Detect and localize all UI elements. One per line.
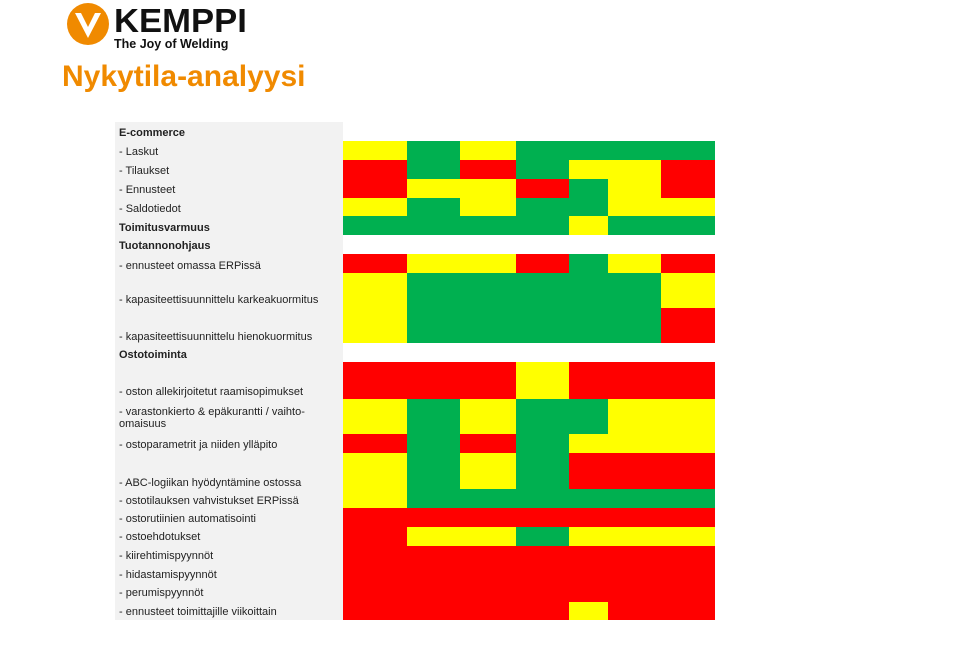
status-cell <box>661 179 715 198</box>
status-cell <box>516 434 569 453</box>
status-cell <box>343 508 407 527</box>
row-label: - Laskut <box>119 146 159 158</box>
status-cell <box>407 453 460 489</box>
status-cell <box>661 216 715 235</box>
status-cell <box>343 399 407 434</box>
status-cell <box>661 508 715 527</box>
status-cell <box>343 362 407 399</box>
status-cell <box>343 527 407 546</box>
status-cell <box>407 508 460 527</box>
status-cell <box>661 453 715 489</box>
kemppi-logo <box>66 2 256 54</box>
status-cell <box>407 198 460 216</box>
status-cell <box>460 399 516 434</box>
status-cell <box>569 434 608 453</box>
row-label: - kapasiteettisuunnittelu hienokuormitus <box>119 331 313 343</box>
page-title: Nykytila-analyysi <box>62 60 306 93</box>
status-cell <box>407 434 460 453</box>
status-cell <box>407 160 460 179</box>
row-label: - hidastamispyynnöt <box>119 569 217 581</box>
status-cell <box>661 362 715 399</box>
status-cell <box>608 399 661 434</box>
row-label: - ostoehdotukset <box>119 531 201 543</box>
status-cell <box>343 160 407 179</box>
status-cell <box>608 362 661 399</box>
row-label: - varastonkierto & epäkurantti / vaihto-omaisuus <box>119 406 305 430</box>
brand-name: KEMPPI <box>114 2 247 39</box>
kemppi-emblem-icon <box>66 2 110 46</box>
status-cell <box>608 273 661 308</box>
status-cell <box>516 489 569 508</box>
status-cell <box>343 141 407 160</box>
status-cell <box>516 546 569 564</box>
status-cell <box>460 160 516 179</box>
status-cell <box>407 141 460 160</box>
status-cell <box>343 273 407 308</box>
status-cell <box>569 254 608 273</box>
status-cell <box>407 546 460 564</box>
status-cell <box>608 583 661 602</box>
status-cell <box>516 602 569 620</box>
status-cell <box>460 489 516 508</box>
status-cell <box>569 179 608 198</box>
status-cell <box>516 508 569 527</box>
status-cell <box>460 273 516 308</box>
status-cell <box>516 273 569 308</box>
status-cell <box>661 602 715 620</box>
status-cell <box>407 602 460 620</box>
status-cell <box>407 399 460 434</box>
status-cell <box>608 254 661 273</box>
row-label: - Ennusteet <box>119 184 176 196</box>
status-cell <box>407 527 460 546</box>
status-cell <box>569 216 608 235</box>
status-cell <box>407 216 460 235</box>
status-cell <box>661 489 715 508</box>
status-cell <box>516 179 569 198</box>
status-cell <box>460 198 516 216</box>
status-cell <box>343 254 407 273</box>
status-cell <box>343 434 407 453</box>
status-cell <box>460 527 516 546</box>
status-cell <box>407 308 460 343</box>
status-cell <box>569 399 608 434</box>
status-cell <box>661 399 715 434</box>
status-cell <box>608 434 661 453</box>
status-cell <box>661 160 715 179</box>
status-cell <box>516 198 569 216</box>
status-cell <box>460 546 516 564</box>
status-cell <box>661 198 715 216</box>
status-cell <box>569 308 608 343</box>
status-cell <box>460 583 516 602</box>
status-cell <box>569 273 608 308</box>
status-cell <box>343 179 407 198</box>
status-cell <box>608 308 661 343</box>
status-cell <box>569 362 608 399</box>
status-cell <box>343 602 407 620</box>
status-cell <box>460 434 516 453</box>
status-cell <box>407 179 460 198</box>
status-cell <box>343 546 407 564</box>
status-cell <box>407 273 460 308</box>
status-cell <box>516 527 569 546</box>
brand-tagline: The Joy of Welding <box>114 37 229 51</box>
status-cell <box>569 527 608 546</box>
row-label: - kapasiteettisuunnittelu karkeakuormitus <box>119 294 319 306</box>
status-cell <box>608 602 661 620</box>
status-cell <box>460 216 516 235</box>
status-cell <box>608 489 661 508</box>
status-cell <box>608 160 661 179</box>
status-cell <box>569 453 608 489</box>
status-cell <box>661 141 715 160</box>
status-cell <box>661 308 715 343</box>
row-label: - ostorutiinien automatisointi <box>119 513 256 525</box>
status-cell <box>460 179 516 198</box>
row-label: - perumispyynnöt <box>119 587 204 599</box>
status-cell <box>343 564 407 583</box>
status-cell <box>608 508 661 527</box>
status-cell <box>460 564 516 583</box>
status-cell <box>569 564 608 583</box>
row-label: - ennusteet omassa ERPissä <box>119 260 261 272</box>
status-cell <box>661 564 715 583</box>
status-cell <box>460 453 516 489</box>
status-cell <box>608 564 661 583</box>
row-label: - Saldotiedot <box>119 203 181 215</box>
status-cell <box>569 602 608 620</box>
status-cell <box>661 254 715 273</box>
status-cell <box>661 434 715 453</box>
status-cell <box>516 399 569 434</box>
row-label: - ennusteet toimittajille viikoittain <box>119 606 277 618</box>
status-cell <box>516 308 569 343</box>
status-cell <box>569 141 608 160</box>
status-cell <box>569 583 608 602</box>
status-cell <box>407 583 460 602</box>
status-cell <box>343 216 407 235</box>
status-cell <box>516 362 569 399</box>
row-label: Toimitusvarmuus <box>119 222 210 234</box>
status-cell <box>407 564 460 583</box>
status-cell <box>608 453 661 489</box>
status-cell <box>516 254 569 273</box>
status-cell <box>460 508 516 527</box>
status-cell <box>569 160 608 179</box>
status-cell <box>569 198 608 216</box>
status-cell <box>608 141 661 160</box>
status-cell <box>608 216 661 235</box>
status-cell <box>460 308 516 343</box>
status-cell <box>516 564 569 583</box>
status-cell <box>343 198 407 216</box>
status-cell <box>569 489 608 508</box>
status-cell <box>407 362 460 399</box>
status-cell <box>460 602 516 620</box>
status-cell <box>661 527 715 546</box>
row-label: E-commerce <box>119 127 186 139</box>
status-cell <box>516 141 569 160</box>
status-cell <box>343 583 407 602</box>
row-label: Tuotannonohjaus <box>119 240 211 252</box>
status-cell <box>516 583 569 602</box>
status-cell <box>661 546 715 564</box>
row-label: - ostoparametrit ja niiden ylläpito <box>119 439 278 451</box>
status-cell <box>661 273 715 308</box>
status-cell <box>407 489 460 508</box>
status-cell <box>569 508 608 527</box>
status-cell <box>460 254 516 273</box>
label-panel <box>115 122 343 620</box>
status-cell <box>608 179 661 198</box>
status-cell <box>608 546 661 564</box>
status-cell <box>661 583 715 602</box>
status-cell <box>516 160 569 179</box>
status-cell <box>343 489 407 508</box>
status-cell <box>460 141 516 160</box>
status-cell <box>608 198 661 216</box>
status-cell <box>343 453 407 489</box>
row-label: - Tilaukset <box>119 165 170 177</box>
status-cell <box>516 453 569 489</box>
row-label: - kiirehtimispyynnöt <box>119 550 214 562</box>
status-cell <box>407 254 460 273</box>
row-label: - ABC-logiikan hyödyntämine ostossa <box>119 477 302 489</box>
status-cell <box>608 527 661 546</box>
status-cell <box>343 308 407 343</box>
row-label: Ostotoiminta <box>119 349 187 361</box>
status-cell <box>569 546 608 564</box>
row-label: - oston allekirjoitetut raamisopimukset <box>119 386 304 398</box>
row-label: - ostotilauksen vahvistukset ERPissä <box>119 495 299 507</box>
status-cell <box>516 216 569 235</box>
status-cell <box>460 362 516 399</box>
